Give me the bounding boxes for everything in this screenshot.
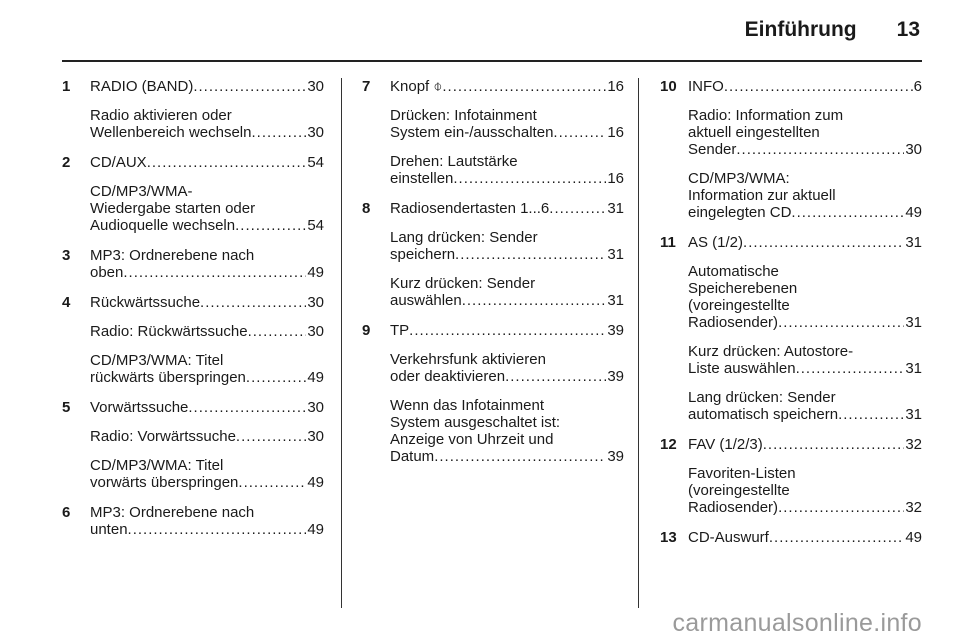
sub-entry — [390, 351, 624, 385]
sub-entry-line: Information zur aktuell — [688, 187, 836, 204]
leader-line — [90, 217, 324, 234]
index-entry — [62, 78, 324, 141]
sub-entry — [688, 170, 922, 221]
sub-entry-line: System ausgeschaltet ist: — [390, 414, 561, 431]
entry-body — [90, 78, 324, 141]
entry-text: Wellenbereich wechseln — [90, 124, 252, 141]
index-entry — [62, 247, 324, 281]
page-ref: 49 — [307, 521, 324, 538]
entry-text: Radiosender) — [688, 314, 779, 331]
sub-entry-line: Wiedergabe starten oder — [90, 200, 256, 217]
leader-line — [688, 499, 922, 516]
entry-text: unten — [90, 521, 128, 538]
sub-entry-line: Lang drücken: Sender — [688, 389, 836, 406]
dot-leader — [453, 170, 606, 187]
sub-entry-line: Drücken: Infotainment — [390, 107, 537, 124]
header-divider — [62, 60, 922, 62]
entry-number: 6 — [62, 504, 71, 521]
dot-leader — [505, 368, 606, 385]
entry-number: 13 — [660, 529, 677, 546]
leader-line — [390, 170, 624, 187]
dot-leader — [553, 124, 606, 141]
entry-body — [90, 154, 324, 234]
entry-text: automatisch speichern — [688, 406, 839, 423]
sub-entry-line: Speicherebenen — [688, 280, 798, 297]
leader-line — [688, 529, 922, 546]
page-ref: 31 — [905, 314, 922, 331]
index-entry — [62, 154, 324, 234]
column-1 — [62, 78, 324, 551]
entry-body — [90, 399, 324, 491]
page-ref: 54 — [307, 154, 324, 171]
sub-entry-line: CD/MP3/WMA: — [688, 170, 790, 187]
page-ref: 30 — [307, 323, 324, 340]
dot-leader — [462, 292, 607, 309]
entry-number: 12 — [660, 436, 677, 453]
leader-line — [90, 154, 324, 171]
entry-text: System ein-/ausschalten — [390, 124, 554, 141]
dot-leader — [791, 204, 904, 221]
entry-text: CD-Auswurf — [688, 529, 769, 546]
entry-text: RADIO (BAND) — [90, 78, 194, 95]
sub-entry — [688, 465, 922, 516]
dot-leader — [193, 78, 306, 95]
sub-entry — [90, 457, 324, 491]
entry-body — [90, 294, 324, 386]
dot-leader — [200, 294, 306, 311]
dot-leader — [238, 474, 306, 491]
sub-entry-line: (voreingestellte — [688, 482, 790, 499]
page-ref: 54 — [307, 217, 324, 234]
entry-text: AS (1/2) — [688, 234, 744, 251]
dot-leader — [763, 436, 905, 453]
entry-text: auswählen — [390, 292, 462, 309]
index-entry — [362, 200, 624, 309]
leader-line — [390, 448, 624, 465]
sub-entry — [90, 183, 324, 234]
entry-text: vorwärts überspringen — [90, 474, 239, 491]
leader-line — [390, 78, 624, 95]
entry-text: Vorwärtssuche — [90, 399, 189, 416]
column-2 — [362, 78, 624, 478]
leader-line — [688, 204, 922, 221]
page-header — [745, 18, 920, 50]
dot-leader — [147, 154, 307, 171]
entry-number: 2 — [62, 154, 71, 171]
leader-line — [90, 474, 324, 491]
sub-entry — [688, 263, 922, 331]
index-entry — [62, 504, 324, 538]
dot-leader — [123, 264, 306, 281]
sub-entry — [390, 153, 624, 187]
page-title: Einführung — [744, 18, 857, 41]
page-ref: 49 — [307, 264, 324, 281]
leader-line — [688, 234, 922, 251]
page-ref: 49 — [307, 369, 324, 386]
sub-entry-line: aktuell eingestellten — [688, 124, 820, 141]
index-entry — [362, 78, 624, 187]
dot-leader — [724, 78, 913, 95]
leader-line — [390, 124, 624, 141]
leader-line — [90, 369, 324, 386]
leader-line — [688, 78, 922, 95]
leader-line — [90, 428, 324, 445]
entry-text: einstellen — [390, 170, 454, 187]
dot-leader — [246, 369, 306, 386]
entry-text: rückwärts überspringen — [90, 369, 246, 386]
entry-text: Radiosender) — [688, 499, 779, 516]
column-divider-1 — [341, 78, 342, 608]
entry-body — [390, 322, 624, 465]
leader-line — [688, 141, 922, 158]
entry-text: Liste auswählen — [688, 360, 796, 377]
entry-number: 4 — [62, 294, 71, 311]
page-ref: 31 — [905, 406, 922, 423]
sub-entry-line: Automatische — [688, 263, 779, 280]
sub-entry-line: Radio aktivieren oder — [90, 107, 232, 124]
leader-line — [390, 368, 624, 385]
entry-text: Radiosendertasten 1...6 — [390, 200, 550, 217]
entry-text: eingelegten CD — [688, 204, 792, 221]
watermark-text: carmanualsonline.info — [672, 609, 922, 637]
entry-number: 10 — [660, 78, 677, 95]
dot-leader — [455, 246, 606, 263]
page-ref: 31 — [607, 292, 624, 309]
dot-leader — [442, 78, 606, 95]
leader-line — [390, 200, 624, 217]
dot-leader — [778, 314, 904, 331]
dot-leader — [235, 217, 306, 234]
entry-text: speichern — [390, 246, 456, 263]
page-ref: 31 — [607, 200, 624, 217]
sub-entry — [688, 107, 922, 158]
entry-text: oder deaktivieren — [390, 368, 506, 385]
sub-entry — [90, 428, 324, 445]
sub-entry — [688, 343, 922, 377]
entry-number: 3 — [62, 247, 71, 264]
entry-body — [688, 529, 922, 546]
dot-leader — [796, 360, 905, 377]
leader-line — [90, 323, 324, 340]
page-ref: 30 — [307, 428, 324, 445]
page-ref: 30 — [307, 124, 324, 141]
dot-leader — [409, 322, 606, 339]
entry-text: TP — [390, 322, 410, 339]
entry-number: 5 — [62, 399, 71, 416]
index-entry — [62, 399, 324, 491]
dot-leader — [743, 234, 904, 251]
entry-text: Rückwärtssuche — [90, 294, 201, 311]
dot-leader — [434, 448, 606, 465]
page-ref: 16 — [607, 170, 624, 187]
leader-line — [90, 399, 324, 416]
page-ref: 30 — [905, 141, 922, 158]
dot-leader — [128, 521, 307, 538]
page-ref: 16 — [607, 124, 624, 141]
sub-entry-line: Anzeige von Uhrzeit und — [390, 431, 554, 448]
dot-leader — [778, 499, 904, 516]
sub-entry-line: Wenn das Infotainment — [390, 397, 544, 414]
sub-entry-line: (voreingestellte — [688, 297, 790, 314]
dot-leader — [736, 141, 904, 158]
index-entry — [660, 234, 922, 423]
dot-leader — [838, 406, 904, 423]
entry-number: 11 — [660, 234, 676, 251]
leader-line — [390, 322, 624, 339]
dot-leader — [251, 124, 306, 141]
entry-text: Audioquelle wechseln — [90, 217, 236, 234]
entry-body — [688, 436, 922, 516]
page-ref: 30 — [307, 294, 324, 311]
entry-text: INFO — [688, 78, 724, 95]
sub-entry-line: Verkehrsfunk aktivieren — [390, 351, 546, 368]
leader-line — [390, 292, 624, 309]
page-ref: 16 — [607, 78, 624, 95]
dot-leader — [188, 399, 306, 416]
sub-entry — [688, 389, 922, 423]
page-ref: 39 — [607, 368, 624, 385]
dot-leader — [549, 200, 606, 217]
entry-body — [90, 247, 324, 281]
entry-title-line: MP3: Ordnerebene nach — [90, 504, 255, 521]
entry-body — [390, 78, 624, 187]
column-3 — [660, 78, 922, 559]
page-ref: 32 — [905, 499, 922, 516]
entry-title-line: MP3: Ordnerebene nach — [90, 247, 255, 264]
page-ref: 49 — [307, 474, 324, 491]
page-ref: 30 — [307, 78, 324, 95]
sub-entry-line: CD/MP3/WMA: Titel — [90, 457, 224, 474]
column-divider-2 — [638, 78, 639, 608]
page-ref: 30 — [307, 399, 324, 416]
leader-line — [90, 521, 324, 538]
entry-text: Sender — [688, 141, 737, 158]
index-entry — [62, 294, 324, 386]
entry-body — [688, 78, 922, 221]
sub-entry-line: Lang drücken: Sender — [390, 229, 538, 246]
page-ref: 31 — [607, 246, 624, 263]
page-ref: 32 — [905, 436, 922, 453]
sub-entry — [390, 275, 624, 309]
sub-entry-line: Kurz drücken: Autostore- — [688, 343, 854, 360]
page-ref: 39 — [607, 448, 624, 465]
sub-entry — [90, 352, 324, 386]
sub-entry — [390, 229, 624, 263]
leader-line — [688, 314, 922, 331]
entry-text: FAV (1/2/3) — [688, 436, 763, 453]
leader-line — [688, 406, 922, 423]
entry-number: 8 — [362, 200, 371, 217]
page-ref: 6 — [913, 78, 922, 95]
index-entry — [362, 322, 624, 465]
entry-text: oben — [90, 264, 124, 281]
dot-leader — [248, 323, 307, 340]
sub-entry-line: Drehen: Lautstärke — [390, 153, 518, 170]
sub-entry — [90, 323, 324, 340]
entry-text: Radio: Rückwärtssuche — [90, 323, 248, 340]
index-entry — [660, 529, 922, 546]
sub-entry-line: CD/MP3/WMA: Titel — [90, 352, 224, 369]
entry-text: Knopf ⌽ — [390, 78, 443, 95]
leader-line — [90, 264, 324, 281]
page-number: 13 — [896, 18, 920, 41]
entry-number: 9 — [362, 322, 371, 339]
page-ref: 39 — [607, 322, 624, 339]
sub-entry — [390, 397, 624, 465]
entry-number: 1 — [62, 78, 71, 95]
entry-text: Datum — [390, 448, 435, 465]
page-ref: 31 — [905, 360, 922, 377]
leader-line — [90, 294, 324, 311]
entry-text: Radio: Vorwärtssuche — [90, 428, 236, 445]
index-entry — [660, 436, 922, 516]
leader-line — [390, 246, 624, 263]
leader-line — [688, 360, 922, 377]
sub-entry — [390, 107, 624, 141]
page-ref: 31 — [905, 234, 922, 251]
page-ref: 49 — [905, 529, 922, 546]
page-ref: 49 — [905, 204, 922, 221]
dot-leader — [236, 428, 306, 445]
entry-number: 7 — [362, 78, 371, 95]
sub-entry-line: Favoriten-Listen — [688, 465, 796, 482]
sub-entry-line: CD/MP3/WMA- — [90, 183, 193, 200]
entry-body — [90, 504, 324, 538]
entry-body — [688, 234, 922, 423]
leader-line — [688, 436, 922, 453]
index-entry — [660, 78, 922, 221]
dot-leader — [769, 529, 904, 546]
sub-entry-line: Radio: Information zum — [688, 107, 844, 124]
leader-line — [90, 78, 324, 95]
entry-body — [390, 200, 624, 309]
sub-entry — [90, 107, 324, 141]
sub-entry-line: Kurz drücken: Sender — [390, 275, 536, 292]
entry-text: CD/AUX — [90, 154, 147, 171]
leader-line — [90, 124, 324, 141]
